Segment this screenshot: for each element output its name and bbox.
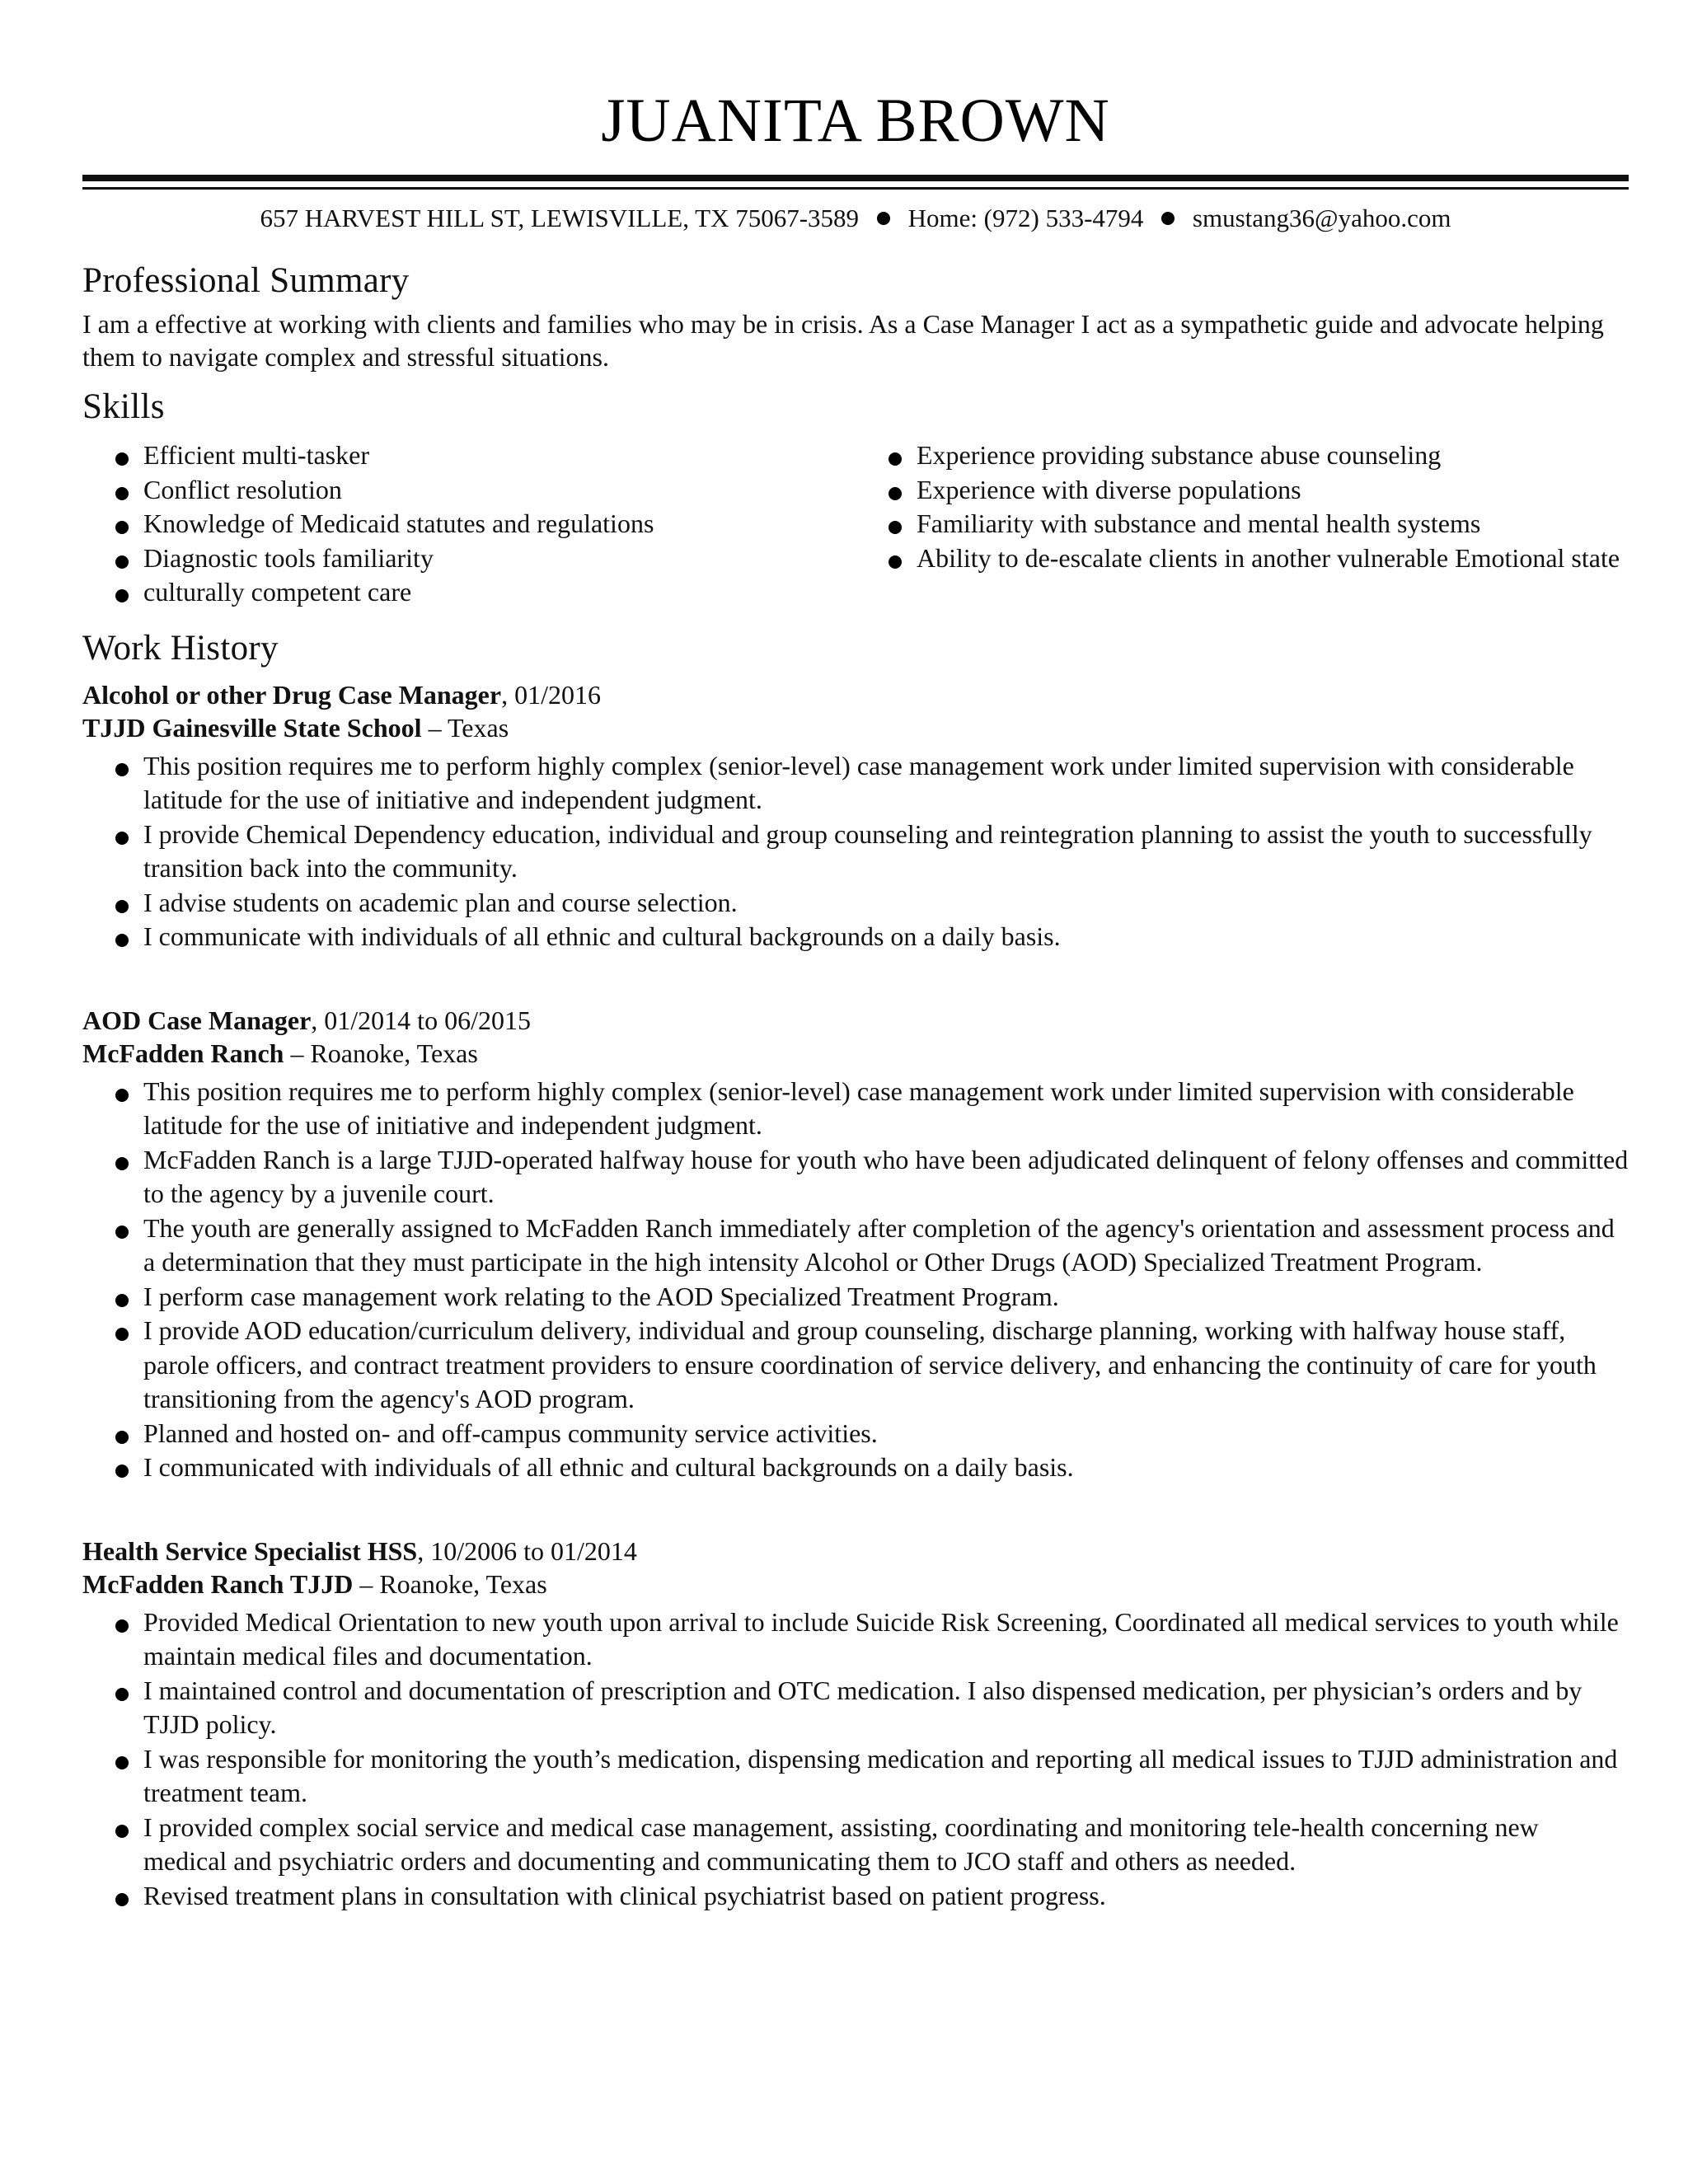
- skill-item: Conflict resolution: [115, 473, 856, 508]
- skill-item: Efficient multi-tasker: [115, 438, 856, 473]
- job-bullet: I perform case management work relating to the AOD Specialized Treatment Program.: [115, 1280, 1629, 1315]
- job-bullets: [82, 749, 1629, 954]
- bullet-dot-icon: [877, 212, 890, 225]
- job-org: McFadden Ranch: [82, 1038, 284, 1068]
- job-dates: , 01/2014 to 06/2015: [311, 1005, 531, 1035]
- job-title-line: [82, 1535, 1629, 1568]
- job-bullet: McFadden Ranch is a large TJJD-operated halfway house for youth who have been adjudicated delinquent of felony offenses and committed to the agency by a juvenile court.: [115, 1143, 1629, 1212]
- job-bullet: I was responsible for monitoring the youth’s medication, dispensing medication and reporting all medical issues to TJJD administration and treatment team.: [115, 1742, 1629, 1811]
- job-bullet: Provided Medical Orientation to new youth upon arrival to include Suicide Risk Screening, Coordinated all medical services to youth while maintain medical files and documentation.: [115, 1605, 1629, 1674]
- job-entry: [82, 1004, 1629, 1485]
- address: 657 HARVEST HILL ST, LEWISVILLE, TX 75067-3589: [260, 204, 860, 232]
- job-bullets: [82, 1075, 1629, 1485]
- job-bullet: This position requires me to perform highly complex (senior-level) case management work under limited supervision with considerable latitude for the use of initiative and independent judgment.: [115, 749, 1629, 818]
- job-entry: [82, 1535, 1629, 1914]
- skill-item: Knowledge of Medicaid statutes and regulations: [115, 507, 856, 541]
- job-bullet: I provide AOD education/curriculum delivery, individual and group counseling, discharge planning, working with halfway house staff, parole officers, and contract treatment providers to ensure coordination of service delivery, and enhancing the continuity of care for youth transitioning from the agency's AOD program.: [115, 1314, 1629, 1417]
- spacer: [82, 1485, 1629, 1535]
- job-dates: , 01/2016: [501, 679, 601, 710]
- job-org-line: [82, 1037, 1629, 1070]
- summary-text: I am a effective at working with clients and families who may be in crisis. As a Case Manager I act as a sympathetic guide and advocate helping them to navigate complex and stressful situations.: [82, 309, 1604, 372]
- skill-item: culturally competent care: [115, 575, 856, 610]
- job-bullet: I communicated with individuals of all ethnic and cultural backgrounds on a daily basis.: [115, 1451, 1629, 1485]
- job-title: AOD Case Manager: [82, 1005, 312, 1035]
- header-rule-thick: [82, 175, 1629, 181]
- job-bullet: I communicate with individuals of all ethnic and cultural backgrounds on a daily basis.: [115, 920, 1629, 954]
- job-location: – Roanoke, Texas: [284, 1038, 478, 1068]
- skills-right-list: [889, 438, 1629, 610]
- job-bullet: Revised treatment plans in consultation with clinical psychiatrist based on patient progress.: [115, 1879, 1629, 1914]
- email: smustang36@yahoo.com: [1192, 204, 1451, 232]
- phone: Home: (972) 533-4794: [907, 204, 1144, 232]
- job-title-line: [82, 678, 1629, 711]
- summary-heading: Professional Summary: [82, 261, 410, 300]
- skill-item: Experience with diverse populations: [889, 473, 1629, 508]
- job-bullet: I maintained control and documentation of prescription and OTC medication. I also dispensed medication, per physician’s orders and by TJJD policy.: [115, 1674, 1629, 1742]
- job-location: – Roanoke, Texas: [353, 1568, 547, 1599]
- job-title: Alcohol or other Drug Case Manager: [82, 679, 502, 710]
- job-location: – Texas: [421, 712, 509, 743]
- job-org: TJJD Gainesville State School: [82, 712, 422, 743]
- skills-heading: Skills: [82, 387, 165, 426]
- skill-item: Experience providing substance abuse counseling: [889, 438, 1629, 473]
- skill-item: Familiarity with substance and mental health systems: [889, 507, 1629, 541]
- job-org-line: [82, 1568, 1629, 1601]
- skill-item: Diagnostic tools familiarity: [115, 541, 856, 576]
- skills-grid: [82, 438, 1629, 610]
- job-bullet: This position requires me to perform highly complex (senior-level) case management work under limited supervision with considerable latitude for the use of initiative and independent judgment.: [115, 1075, 1629, 1143]
- header-rule-thin: [82, 187, 1629, 190]
- job-org-line: [82, 711, 1629, 744]
- job-org: McFadden Ranch TJJD: [82, 1568, 354, 1599]
- job-title: Health Service Specialist HSS: [82, 1535, 418, 1566]
- job-bullet: I provide Chemical Dependency education, individual and group counseling and reintegration planning to assist the youth to successfully transition back into the community.: [115, 818, 1629, 886]
- job-entry: [82, 678, 1629, 954]
- job-bullet: Planned and hosted on- and off-campus community service activities.: [115, 1417, 1629, 1451]
- work-history-heading: Work History: [82, 628, 279, 668]
- spacer: [82, 954, 1629, 1004]
- contact-line: [82, 201, 1629, 236]
- job-title-line: [82, 1004, 1629, 1037]
- skill-item: Ability to de-escalate clients in another vulnerable Emotional state: [889, 541, 1629, 576]
- candidate-name: JUANITA BROWN: [601, 87, 1110, 155]
- bullet-dot-icon: [1161, 212, 1175, 225]
- job-bullet: The youth are generally assigned to McFadden Ranch immediately after completion of the agency's orientation and assessment process and a determination that they must participate in the high intensity Alcohol or Other Drugs (AOD) Specialized Treatment Program.: [115, 1212, 1629, 1280]
- skills-left-list: [115, 438, 856, 610]
- job-bullets: [82, 1605, 1629, 1914]
- job-dates: , 10/2006 to 01/2014: [417, 1535, 637, 1566]
- job-bullet: I advise students on academic plan and course selection.: [115, 886, 1629, 921]
- job-bullet: I provided complex social service and medical case management, assisting, coordinating and monitoring tele-health concerning new medical and psychiatric orders and documenting and communicating them to JCO staff and others as needed.: [115, 1811, 1629, 1879]
